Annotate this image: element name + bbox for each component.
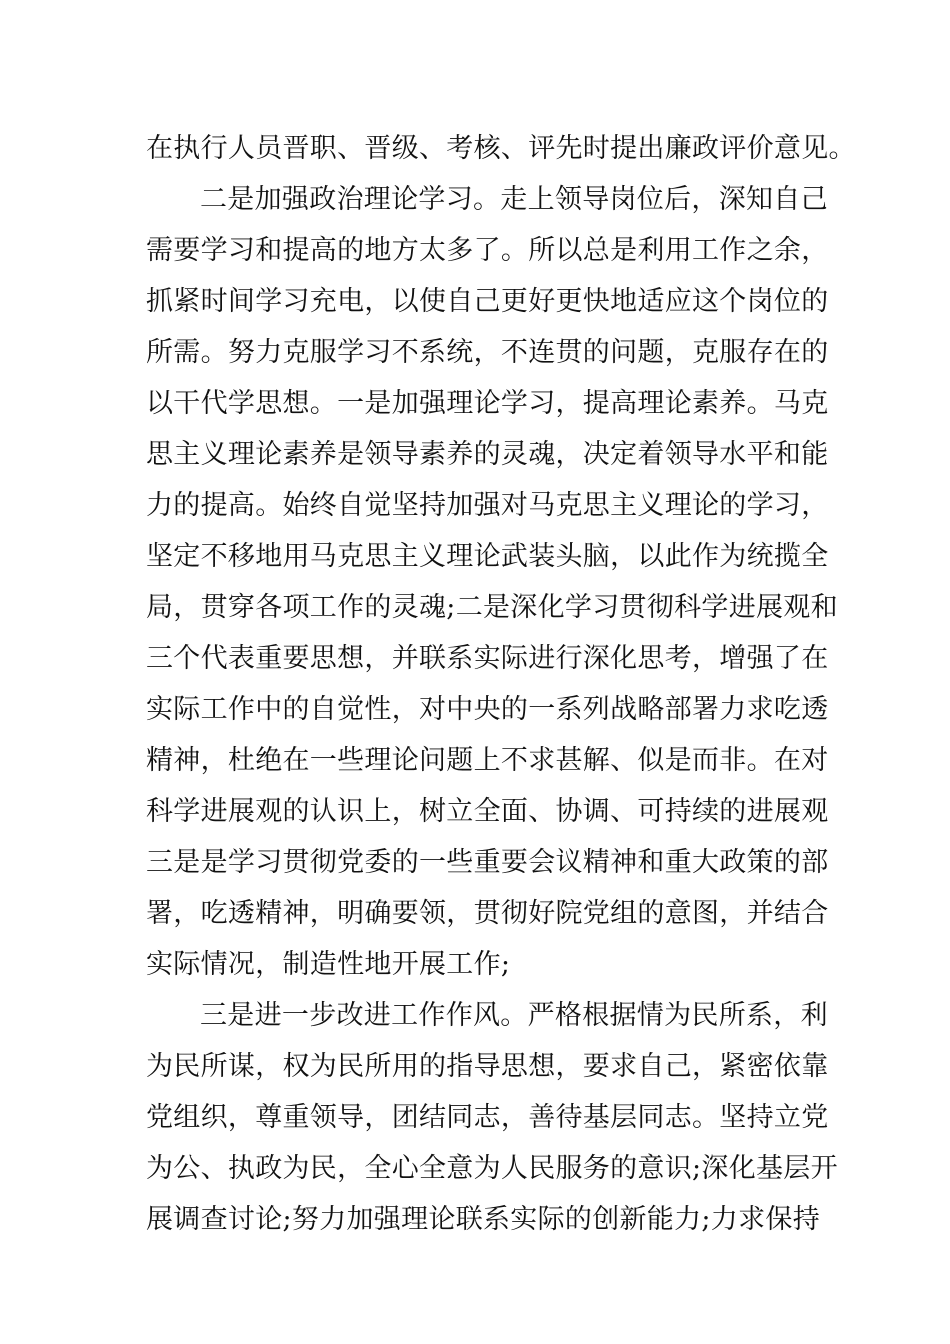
text-line: 在执行人员晋职、晋级、考核、评先时提出廉政评价意见。 bbox=[146, 133, 856, 164]
text-line: 所需。努力克服学习不系统，不连贯的问题，克服存在的 bbox=[146, 337, 829, 368]
text-line: 实际情况，制造性地开展工作; bbox=[146, 949, 511, 980]
text-line: 署，吃透精神，明确要领，贯彻好院党组的意图，并结合 bbox=[146, 898, 829, 929]
text-line: 抓紧时间学习充电，以使自己更好更快地适应这个岗位的 bbox=[146, 286, 829, 317]
text-line: 三是是学习贯彻党委的一些重要会议精神和重大政策的部 bbox=[146, 847, 829, 878]
text-line: 三个代表重要思想，并联系实际进行深化思考，增强了在 bbox=[146, 643, 829, 674]
text-line: 局，贯穿各项工作的灵魂;二是深化学习贯彻科学进展观和 bbox=[146, 592, 838, 623]
paragraph-start-line: 三是进一步改进工作作风。严格根据情为民所系，利 bbox=[200, 1000, 828, 1031]
text-line: 为公、执政为民，全心全意为人民服务的意识;深化基层开 bbox=[146, 1153, 838, 1184]
text-line: 为民所谋，权为民所用的指导思想，要求自己，紧密依靠 bbox=[146, 1051, 829, 1082]
text-line: 精神，杜绝在一些理论问题上不求甚解、似是而非。在对 bbox=[146, 745, 829, 776]
text-line: 思主义理论素养是领导素养的灵魂，决定着领导水平和能 bbox=[146, 439, 829, 470]
text-line: 党组织，尊重领导，团结同志，善待基层同志。坚持立党 bbox=[146, 1102, 829, 1133]
text-line: 以干代学思想。一是加强理论学习，提高理论素养。马克 bbox=[146, 388, 829, 419]
text-line: 力的提高。始终自觉坚持加强对马克思主义理论的学习， bbox=[146, 490, 829, 521]
text-line: 需要学习和提高的地方太多了。所以总是利用工作之余， bbox=[146, 235, 829, 266]
text-line: 展调查讨论;努力加强理论联系实际的创新能力;力求保持 bbox=[146, 1204, 820, 1235]
paragraph-start-line: 二是加强政治理论学习。走上领导岗位后，深知自己 bbox=[200, 184, 828, 215]
text-line: 实际工作中的自觉性，对中央的一系列战略部署力求吃透 bbox=[146, 694, 829, 725]
text-line: 科学进展观的认识上，树立全面、协调、可持续的进展观 bbox=[146, 796, 829, 827]
text-line: 坚定不移地用马克思主义理论武装头脑，以此作为统揽全 bbox=[146, 541, 829, 572]
